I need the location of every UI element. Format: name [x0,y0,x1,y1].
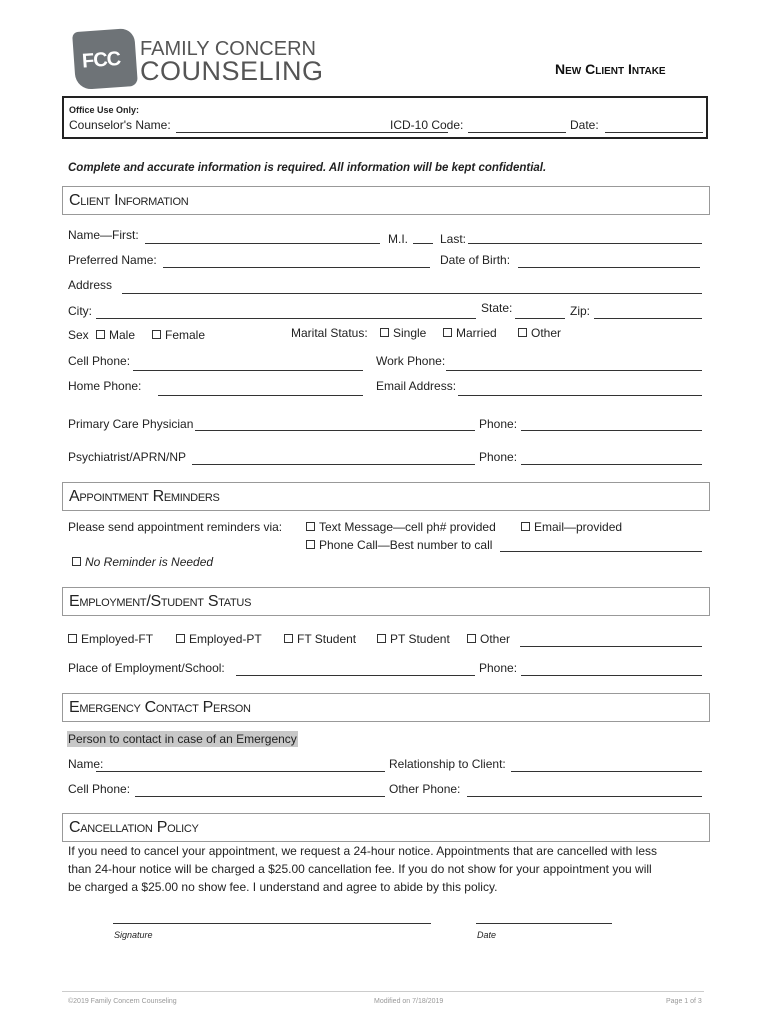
icd-code-label: ICD-10 Code: [390,118,464,132]
signature-date-label: Date [477,930,497,940]
employment-phone-label: Phone: [479,661,518,675]
pcp-phone-field[interactable] [521,430,702,431]
marital-married-option[interactable] [443,326,497,340]
sex-male-option[interactable] [96,328,135,342]
work-phone-field[interactable] [446,370,702,371]
sex-label: Sex [68,328,89,342]
female-checkbox[interactable] [152,330,161,339]
pt-student-label: PT Student [390,632,450,646]
marital-status-label: Marital Status: [291,326,368,340]
employed-ft-option[interactable] [68,632,153,646]
marital-single-option[interactable] [380,326,426,340]
text-message-checkbox[interactable] [306,522,315,531]
last-name-label: Last: [440,232,467,246]
psychiatrist-field[interactable] [192,464,475,465]
logo-initials: FCC [81,47,121,73]
no-reminder-label: No Reminder is Needed [85,555,214,569]
org-name-line2: COUNSELING [140,56,324,86]
emergency-subheading: Person to contact in case of an Emergency [68,732,297,746]
client-info-title: Client Information [69,192,189,209]
work-phone-label: Work Phone: [376,354,446,368]
city-label: City: [68,304,92,318]
pcp-field[interactable] [195,430,475,431]
married-label: Married [456,326,497,340]
signature-field[interactable] [113,923,431,924]
counselor-name-label: Counselor's Name: [69,118,171,132]
email-address-field[interactable] [458,395,702,396]
psychiatrist-phone-field[interactable] [521,464,702,465]
footer-divider [62,991,704,992]
org-name-line1: FAMILY CONCERN [140,38,316,60]
male-label: Male [109,328,136,342]
email-reminder-checkbox[interactable] [521,522,530,531]
employment-other-field[interactable] [520,646,702,647]
reminders-prompt: Please send appointment reminders via: [68,520,283,534]
emergency-other-phone-label: Other Phone: [389,782,461,796]
no-reminder-checkbox[interactable] [72,557,81,566]
dob-field[interactable] [518,267,700,268]
emergency-title: Emergency Contact Person [69,699,251,716]
pcp-label: Primary Care Physician [68,417,194,431]
cell-phone-label: Cell Phone: [68,354,131,368]
address-label: Address [68,278,113,292]
cancellation-text-line1: If you need to cancel your appointment, we request a 24-hour notice. Appointments that are cancelled with less [68,844,658,858]
mi-field[interactable] [413,243,433,244]
first-name-field[interactable] [145,243,380,244]
counselor-name-field[interactable] [176,132,448,133]
cancellation-title: Cancellation Policy [69,819,199,836]
preferred-name-label: Preferred Name: [68,253,157,267]
confidential-notice: Complete and accurate information is required. All information will be kept confidential. [68,162,547,174]
reminders-header [62,482,710,511]
icd-code-field[interactable] [468,132,566,133]
employment-other-option[interactable] [467,632,510,646]
reminders-title: Appointment Reminders [69,488,220,505]
place-of-employment-label: Place of Employment/School: [68,661,225,675]
other-label: Other [531,326,562,340]
signature-date-field[interactable] [476,923,612,924]
signature-label: Signature [114,930,153,940]
cancellation-text-line2: than 24-hour notice will be charged a $25.00 cancellation fee. If you do not show for your appointment you will [68,862,652,876]
phone-call-label: Phone Call—Best number to call [319,538,493,552]
employment-title: Employment/Student Status [69,593,252,610]
single-label: Single [393,326,427,340]
employed-pt-label: Employed-PT [189,632,262,646]
marital-other-option[interactable] [518,326,561,340]
zip-label: Zip: [570,304,591,318]
emergency-name-field[interactable] [96,771,385,772]
employment-other-label: Other [480,632,511,646]
reminder-email-option[interactable] [521,520,622,534]
address-field[interactable] [122,293,702,294]
cell-phone-field[interactable] [133,370,363,371]
footer-modified: Modified on 7/18/2019 [374,998,444,1005]
reminder-text-option[interactable] [306,520,496,534]
psychiatrist-label: Psychiatrist/APRN/NP [68,450,187,464]
place-of-employment-field[interactable] [236,675,475,676]
married-checkbox[interactable] [443,328,452,337]
client-info-header [62,186,710,215]
pcp-phone-label: Phone: [479,417,518,431]
preferred-name-field[interactable] [163,267,430,268]
mi-label: M.I. [388,232,408,246]
office-date-label: Date: [570,118,599,132]
relationship-field[interactable] [511,771,702,772]
reminder-call-option[interactable] [306,538,492,552]
office-use-label: Office Use Only: [69,105,140,115]
employment-phone-field[interactable] [521,675,702,676]
zip-field[interactable] [594,318,702,319]
footer-copyright: ©2019 Family Concern Counseling [68,998,177,1005]
footer-page-number: Page 1 of 3 [666,998,702,1005]
emergency-cell-label: Cell Phone: [68,782,131,796]
single-checkbox[interactable] [380,328,389,337]
employment-other-checkbox[interactable] [467,634,476,643]
phone-call-checkbox[interactable] [306,540,315,549]
pt-student-checkbox[interactable] [377,634,386,643]
logo-mark [72,28,138,90]
cancellation-text-line3: be charged a $25.00 no show fee. I understand and agree to abide by this policy. [68,880,498,894]
male-checkbox[interactable] [96,330,105,339]
text-message-label: Text Message—cell ph# provided [319,520,496,534]
city-field[interactable] [96,318,476,319]
ft-student-label: FT Student [297,632,357,646]
office-use-box [62,96,708,139]
cancellation-header [62,813,710,842]
ft-student-option[interactable] [284,632,356,646]
other-checkbox[interactable] [518,328,527,337]
email-address-label: Email Address: [376,379,457,393]
sex-female-option[interactable] [152,328,205,342]
home-phone-field[interactable] [158,395,363,396]
page-title: New Client Intake [555,61,666,77]
best-number-field[interactable] [500,551,702,552]
state-field[interactable] [515,318,565,319]
employed-pt-option[interactable] [176,632,262,646]
dob-label: Date of Birth: [440,253,511,267]
psychiatrist-phone-label: Phone: [479,450,518,464]
last-name-field[interactable] [468,243,702,244]
home-phone-label: Home Phone: [68,379,142,393]
employed-pt-checkbox[interactable] [176,634,185,643]
emergency-name-label: Name: [68,757,104,771]
state-label: State: [481,301,513,315]
employed-ft-checkbox[interactable] [68,634,77,643]
relationship-label: Relationship to Client: [389,757,506,771]
emergency-header [62,693,710,722]
employed-ft-label: Employed-FT [81,632,154,646]
emergency-cell-field[interactable] [135,796,385,797]
employment-header [62,587,710,616]
female-label: Female [165,328,206,342]
email-reminder-label: Email—provided [534,520,623,534]
no-reminder-option[interactable] [72,555,213,569]
office-date-field[interactable] [605,132,703,133]
emergency-other-phone-field[interactable] [467,796,702,797]
pt-student-option[interactable] [377,632,450,646]
ft-student-checkbox[interactable] [284,634,293,643]
first-name-label: Name—First: [68,228,139,242]
